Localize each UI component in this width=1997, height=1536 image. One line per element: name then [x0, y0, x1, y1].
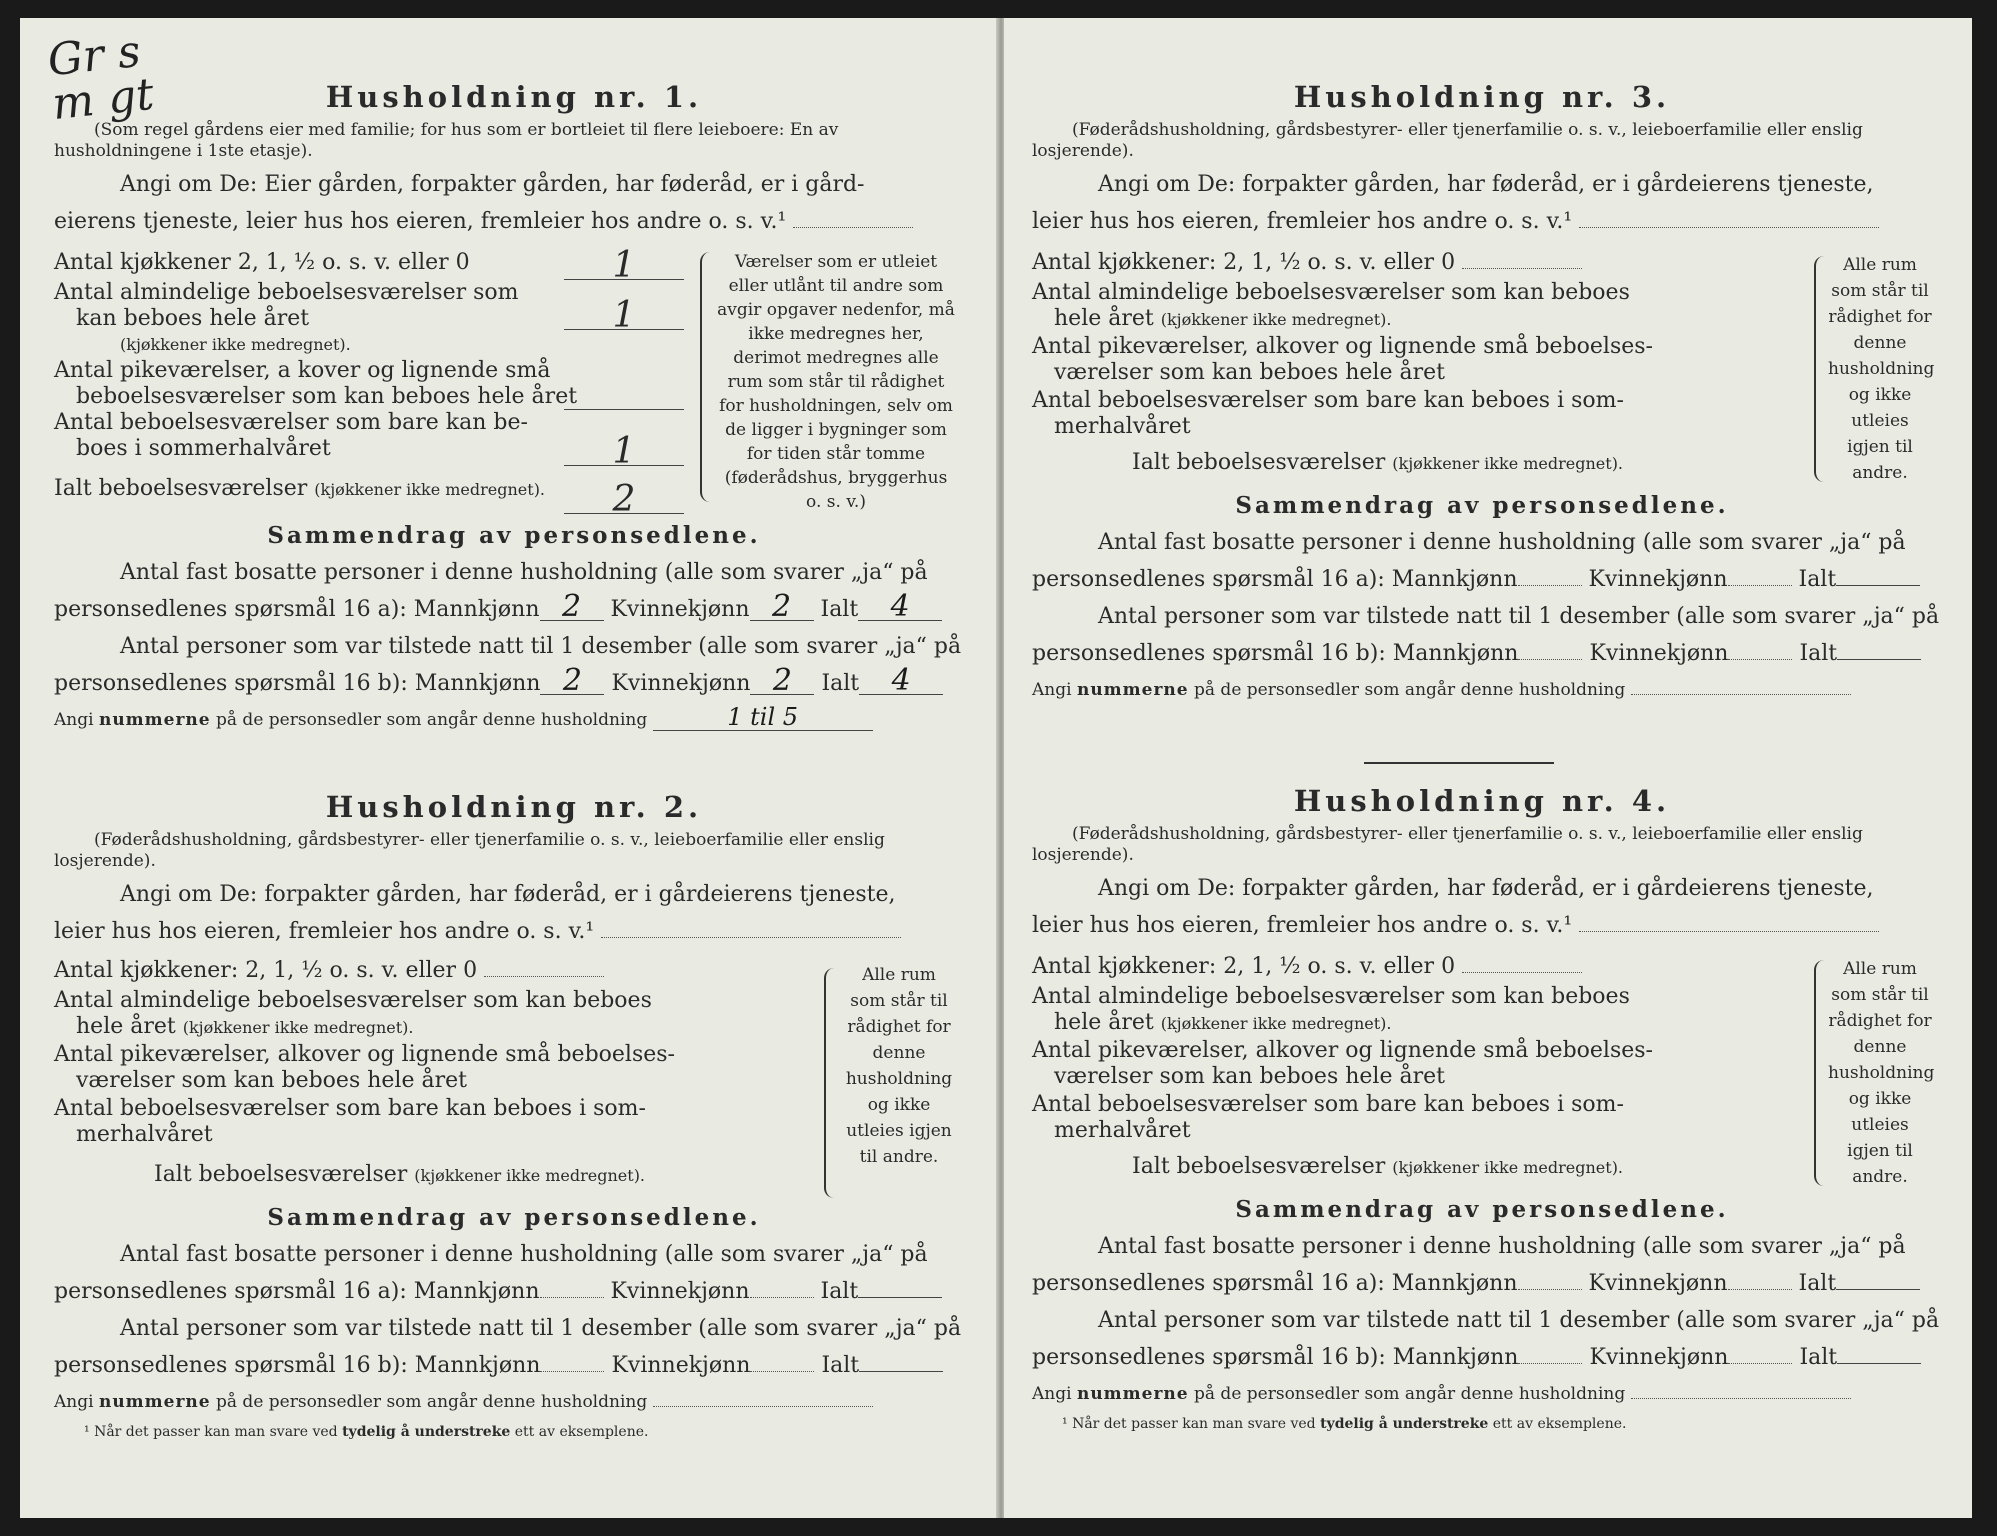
h4-nummer-line — [1032, 1376, 1932, 1413]
h3-fast-ialt-label: Ialt — [1798, 567, 1837, 592]
h1-til-kvinne-label: Kvinnekjønn — [611, 671, 751, 696]
h3-kjokken-label: Antal kjøkkener: 2, 1, ½ o. s. v. eller 0 — [1032, 250, 1456, 275]
h2-tilstede-line-1: Antal personer som var tilstede natt til 1 desember (alle som svarer „ja“ på — [120, 1316, 962, 1341]
h2-fast-ialt-label: Ialt — [820, 1279, 859, 1304]
left-footnote-pre: ¹ Når det passer kan man svare ved — [84, 1424, 343, 1440]
h2-nummer-fill[interactable] — [653, 1406, 873, 1407]
h1-fast-kvinne-label: Kvinnekjønn — [610, 597, 750, 622]
h1-til-kvinne-value[interactable]: 2 — [750, 668, 814, 695]
h1-side-brace — [700, 252, 712, 502]
h1-nummer-pre: Angi — [54, 710, 99, 730]
h4-ialt-small: (kjøkkener ikke medregnet). — [1392, 1158, 1624, 1177]
h4-til-mann-label: Mannkjønn — [1392, 1345, 1519, 1370]
h3-pike-label-1: Antal pikeværelser, alkover og lignende små beboelses- — [1032, 334, 1653, 359]
household-2-rooms — [54, 958, 974, 1198]
h2-sommer-row — [54, 1096, 974, 1150]
household-3-angi-text-2: leier hus hos eieren, fremleier hos andre o. s. v.¹ — [1032, 209, 1573, 234]
h4-fast-mann-fill[interactable] — [1518, 1289, 1582, 1290]
h4-til-mann-fill[interactable] — [1518, 1363, 1582, 1364]
h2-alm-row — [54, 988, 974, 1042]
h2-til-kvinne-label: Kvinnekjønn — [611, 1353, 751, 1378]
h4-fast-mann-label: Mannkjønn — [1391, 1271, 1518, 1296]
h4-alm-label-2: hele året — [1054, 1010, 1154, 1035]
h2-fast-line-1: Antal fast bosatte personer i denne husholdning (alle som svarer „ja“ på — [120, 1242, 928, 1267]
h1-til-ialt-value[interactable]: 4 — [859, 668, 943, 695]
left-footnote-post: ett av eksemplene. — [510, 1424, 649, 1440]
household-1-section — [54, 80, 974, 739]
right-footnote-pre: ¹ Når det passer kan man svare ved — [1062, 1416, 1321, 1432]
h2-sommer-label-2: merhalvåret — [76, 1122, 213, 1147]
h3-fast-mann-label: Mannkjønn — [1391, 567, 1518, 592]
h2-sommer-label-1: Antal beboelsesværelser som bare kan beboes i som- — [54, 1096, 646, 1121]
household-1-angi-fill[interactable] — [793, 227, 913, 228]
h1-fast-ialt-label: Ialt — [820, 597, 859, 622]
h3-alm-label-1: Antal almindelige beboelsesværelser som kan beboes — [1032, 280, 1630, 305]
h3-til-mann-fill[interactable] — [1518, 659, 1582, 660]
h2-kjokken-row — [54, 958, 974, 988]
household-4-rooms — [1032, 954, 1935, 1188]
h2-fast-text-2: personsedlenes spørsmål 16 a): — [54, 1279, 407, 1304]
h2-alm-label-2: hele året — [76, 1014, 176, 1039]
h4-fast-ialt-fill[interactable] — [1836, 1289, 1920, 1290]
household-1-title: Husholdning nr. 1. — [325, 80, 703, 114]
right-footnote-post: ett av eksemplene. — [1488, 1416, 1627, 1432]
h1-kjokken-value[interactable]: 1 — [564, 253, 684, 280]
h2-til-ialt-fill[interactable] — [859, 1371, 943, 1372]
h4-pike-row — [1032, 1038, 1932, 1092]
household-3-title: Husholdning nr. 3. — [1293, 80, 1671, 114]
left-footnote — [54, 1423, 974, 1441]
h2-side-note: Alle rum som står til rådighet for denne husholdning og ikke utleies igjen til andre. — [845, 965, 953, 1167]
right-footnote-bold: tydelig å understreke — [1320, 1416, 1489, 1432]
h4-summary-title: Sammendrag av personsedlene. — [1235, 1196, 1729, 1223]
h1-fast-line-2 — [54, 591, 974, 628]
h3-pike-row — [1032, 334, 1932, 388]
left-footnote-bold: tydelig å understreke — [342, 1424, 511, 1440]
h3-ialt-row — [1032, 442, 1932, 488]
h4-side-brace — [1814, 960, 1826, 1186]
h3-fast-mann-fill[interactable] — [1518, 585, 1582, 586]
household-1-angi-line-1: Angi om De: Eier gården, forpakter gården, har føderåd, er i gård- — [120, 172, 865, 197]
h1-sommer-value[interactable]: 1 — [564, 439, 684, 466]
h2-ialt-label: Ialt beboelsesværelser — [154, 1162, 408, 1187]
margin-handwritten-note: Gr s m gt — [45, 25, 157, 131]
h3-alm-small: (kjøkkener ikke medregnet). — [1160, 310, 1392, 329]
h3-pike-label-2: værelser som kan beboes hele året — [1054, 360, 1445, 385]
h3-sommer-row — [1032, 388, 1932, 442]
h1-til-mann-value[interactable]: 2 — [540, 668, 604, 695]
h4-alm-label-1: Antal almindelige beboelsesværelser som kan beboes — [1032, 984, 1630, 1009]
h1-nummer-post: på de personsedler som angår denne husholdning — [210, 710, 648, 730]
h1-fast-ialt-value[interactable]: 4 — [858, 594, 942, 621]
h4-sommer-label-2: merhalvåret — [1054, 1118, 1191, 1143]
h3-fast-kvinne-label: Kvinnekjønn — [1588, 567, 1728, 592]
h3-alm-row — [1032, 280, 1932, 334]
h1-side-note: Værelser som er utleiet eller utlånt til andre som avgir opgaver nedenfor, må ikke medregnes her, derimot medregnes alle rum som står til rådighet for husholdningen, selv om de ligger i bygninger som for tiden står tomme (føderådshus, bryggerhus o. s. v.) — [717, 252, 955, 512]
h1-fast-kvinne-value[interactable]: 2 — [750, 594, 814, 621]
h4-nummer-bold: nummerne — [1076, 1384, 1189, 1404]
h2-kjokken-label: Antal kjøkkener: 2, 1, ½ o. s. v. eller 0 — [54, 958, 478, 983]
h2-ialt-small: (kjøkkener ikke medregnet). — [414, 1166, 646, 1185]
h3-fast-line-2 — [1032, 561, 1932, 598]
h4-til-kvinne-fill[interactable] — [1728, 1363, 1792, 1364]
household-4-section — [1032, 784, 1940, 1433]
h1-ialt-value[interactable]: 2 — [564, 487, 684, 514]
household-3-subtitle: (Føderådshusholdning, gårdsbestyrer- eller tjenerfamilie o. s. v., leieboerfamilie eller enslig losjerende). — [1032, 120, 1863, 161]
h2-pike-row — [54, 1042, 974, 1096]
h3-nummer-pre: Angi — [1032, 680, 1077, 700]
h4-alm-small: (kjøkkener ikke medregnet). — [1160, 1014, 1392, 1033]
h2-tilstede-line-2 — [54, 1347, 974, 1384]
h3-kjokken-row — [1032, 250, 1932, 280]
h4-til-ialt-fill[interactable] — [1837, 1363, 1921, 1364]
h4-sommer-label-1: Antal beboelsesværelser som bare kan beboes i som- — [1032, 1092, 1624, 1117]
h3-nummer-line — [1032, 672, 1932, 709]
right-footnote — [1032, 1415, 1932, 1433]
h1-kjokken-label: Antal kjøkkener 2, 1, ½ o. s. v. eller 0 — [54, 250, 470, 275]
h4-kjokken-label: Antal kjøkkener: 2, 1, ½ o. s. v. eller 0 — [1032, 954, 1456, 979]
h4-fast-ialt-label: Ialt — [1798, 1271, 1837, 1296]
h4-sommer-row — [1032, 1092, 1932, 1146]
h1-alm-label-3: (kjøkkener ikke medregnet). — [120, 335, 351, 354]
h3-ialt-label: Ialt beboelsesværelser — [1132, 450, 1386, 475]
h2-alm-label-1: Antal almindelige beboelsesværelser som kan beboes — [54, 988, 652, 1013]
h2-til-mann-fill[interactable] — [540, 1371, 604, 1372]
household-1-angi-text-2: eierens tjeneste, leier hus hos eieren, fremleier hos andre o. s. v.¹ — [54, 209, 787, 234]
h4-ialt-label: Ialt beboelsesværelser — [1132, 1154, 1386, 1179]
h3-fast-line-1: Antal fast bosatte personer i denne husholdning (alle som svarer „ja“ på — [1098, 530, 1906, 555]
h1-fast-line-1: Antal fast bosatte personer i denne husholdning (alle som svarer „ja“ på — [120, 560, 928, 585]
household-4-subtitle: (Føderådshusholdning, gårdsbestyrer- eller tjenerfamilie o. s. v., leieboerfamilie eller enslig losjerende). — [1032, 824, 1863, 865]
h2-fast-kvinne-label: Kvinnekjønn — [610, 1279, 750, 1304]
h2-til-ialt-label: Ialt — [821, 1353, 860, 1378]
h4-fast-kvinne-label: Kvinnekjønn — [1588, 1271, 1728, 1296]
h3-tilstede-line-1: Antal personer som var tilstede natt til 1 desember (alle som svarer „ja“ på — [1098, 604, 1940, 629]
h2-summary-title: Sammendrag av personsedlene. — [267, 1204, 761, 1231]
h2-fast-kvinne-fill[interactable] — [750, 1297, 814, 1298]
h2-pike-label-1: Antal pikeværelser, alkover og lignende små beboelses- — [54, 1042, 675, 1067]
h3-summary-title: Sammendrag av personsedlene. — [1235, 492, 1729, 519]
household-3-section — [1032, 80, 1940, 709]
h2-fast-mann-fill[interactable] — [540, 1297, 604, 1298]
h1-sommer-label-1: Antal beboelsesværelser som bare kan be- — [54, 410, 528, 435]
h4-fast-line-1: Antal fast bosatte personer i denne husholdning (alle som svarer „ja“ på — [1098, 1234, 1906, 1259]
household-4-title: Husholdning nr. 4. — [1293, 784, 1671, 818]
h1-til-ialt-label: Ialt — [821, 671, 860, 696]
h4-kjokken-fill[interactable] — [1462, 972, 1582, 973]
h2-pike-label-2: værelser som kan beboes hele året — [76, 1068, 467, 1093]
h3-til-ialt-label: Ialt — [1799, 641, 1838, 666]
h3-ialt-small: (kjøkkener ikke medregnet). — [1392, 454, 1624, 473]
h2-nummer-pre: Angi — [54, 1392, 99, 1412]
household-2-angi-fill[interactable] — [601, 937, 901, 938]
household-3-angi-fill[interactable] — [1579, 227, 1879, 228]
h3-side-note: Alle rum som står til rådighet for denne husholdning og ikke utleies igjen til andre. — [1828, 255, 1935, 483]
household-2-angi-line-2 — [54, 913, 974, 950]
h2-til-kvinne-fill[interactable] — [750, 1371, 814, 1372]
household-4-angi-line-1: Angi om De: forpakter gården, har føderåd, er i gårdeierens tjeneste, — [1098, 876, 1874, 901]
h3-fast-ialt-fill[interactable] — [1836, 585, 1920, 586]
household-2-title: Husholdning nr. 2. — [325, 790, 703, 824]
h2-fast-ialt-fill[interactable] — [858, 1297, 942, 1298]
h4-fast-line-2 — [1032, 1265, 1932, 1302]
h1-tilstede-line-1: Antal personer som var tilstede natt til 1 desember (alle som svarer „ja“ på — [120, 634, 962, 659]
h1-alm-label-2: kan beboes hele året — [76, 306, 310, 331]
h4-kjokken-row — [1032, 954, 1932, 984]
h3-til-kvinne-fill[interactable] — [1728, 659, 1792, 660]
h1-nummer-bold: nummerne — [98, 710, 211, 730]
h3-til-mann-label: Mannkjønn — [1392, 641, 1519, 666]
household-2-subtitle: (Føderådshusholdning, gårdsbestyrer- eller tjenerfamilie o. s. v., leieboerfamilie eller enslig losjerende). — [54, 830, 885, 871]
h1-sommer-label-2: boes i sommerhalvåret — [76, 436, 331, 461]
h2-nummer-line — [54, 1384, 974, 1421]
h3-nummer-fill[interactable] — [1631, 694, 1851, 695]
household-3-angi-line-1: Angi om De: forpakter gården, har føderåd, er i gårdeierens tjeneste, — [1098, 172, 1874, 197]
h2-fast-mann-label: Mannkjønn — [413, 1279, 540, 1304]
h3-sommer-label-1: Antal beboelsesværelser som bare kan beboes i som- — [1032, 388, 1624, 413]
h2-kjokken-fill[interactable] — [484, 976, 604, 977]
h4-nummer-fill[interactable] — [1631, 1398, 1851, 1399]
h4-til-kvinne-label: Kvinnekjønn — [1589, 1345, 1729, 1370]
h2-ialt-row — [54, 1150, 974, 1200]
h4-tilstede-line-2 — [1032, 1339, 1932, 1376]
h1-fast-mann-label: Mannkjønn — [413, 597, 540, 622]
h4-nummer-post: på de personsedler som angår denne husholdning — [1188, 1384, 1626, 1404]
h2-nummer-bold: nummerne — [98, 1392, 211, 1412]
h1-pike-label-2: beboelsesværelser som kan beboes hele året — [76, 384, 578, 409]
household-2-section — [54, 790, 974, 1441]
h1-tilstede-line-2 — [54, 665, 974, 702]
h1-alm-value[interactable]: 1 — [564, 303, 684, 330]
household-1-angi-line-2 — [54, 203, 974, 240]
h2-side-brace — [824, 968, 836, 1198]
household-1-subtitle: (Som regel gårdens eier med familie; for hus som er bortleiet til flere leieboere: En av husholdningene i 1ste etasje). — [54, 120, 839, 161]
h2-nummer-post: på de personsedler som angår denne husholdning — [210, 1392, 648, 1412]
household-2-angi-text-2: leier hus hos eieren, fremleier hos andre o. s. v.¹ — [54, 919, 595, 944]
h1-fast-mann-value[interactable]: 2 — [540, 594, 604, 621]
right-section-separator — [1364, 762, 1554, 764]
h1-til-mann-label: Mannkjønn — [414, 671, 541, 696]
h1-summary-title: Sammendrag av personsedlene. — [267, 522, 761, 549]
h3-tilstede-line-2 — [1032, 635, 1932, 672]
h3-nummer-bold: nummerne — [1076, 680, 1189, 700]
h3-tilstede-text-2: personsedlenes spørsmål 16 b): — [1032, 641, 1386, 666]
h4-pike-label-1: Antal pikeværelser, alkover og lignende små beboelses- — [1032, 1038, 1653, 1063]
household-4-angi-fill[interactable] — [1579, 931, 1879, 932]
h4-tilstede-text-2: personsedlenes spørsmål 16 b): — [1032, 1345, 1386, 1370]
h1-alm-label-1: Antal almindelige beboelsesværelser som — [54, 280, 519, 305]
h2-fast-line-2 — [54, 1273, 974, 1310]
h3-til-kvinne-label: Kvinnekjønn — [1589, 641, 1729, 666]
household-2-angi-line-1: Angi om De: forpakter gården, har føderåd, er i gårdeierens tjeneste, — [120, 882, 896, 907]
h1-fast-text-2: personsedlenes spørsmål 16 a): — [54, 597, 407, 622]
h2-alm-small: (kjøkkener ikke medregnet). — [182, 1018, 414, 1037]
h4-fast-kvinne-fill[interactable] — [1728, 1289, 1792, 1290]
h2-til-mann-label: Mannkjønn — [414, 1353, 541, 1378]
household-3-rooms — [1032, 250, 1935, 484]
h4-nummer-pre: Angi — [1032, 1384, 1077, 1404]
h4-side-note: Alle rum som står til rådighet for denne husholdning og ikke utleies igjen til andre. — [1828, 959, 1935, 1187]
right-page — [1004, 18, 1972, 1518]
h4-ialt-row — [1032, 1146, 1932, 1192]
h3-alm-label-2: hele året — [1054, 306, 1154, 331]
h3-fast-kvinne-fill[interactable] — [1728, 585, 1792, 586]
h1-nummer-line — [54, 702, 974, 739]
h4-tilstede-line-1: Antal personer som var tilstede natt til 1 desember (alle som svarer „ja“ på — [1098, 1308, 1940, 1333]
left-page — [20, 18, 1002, 1518]
h4-pike-label-2: værelser som kan beboes hele året — [1054, 1064, 1445, 1089]
h3-fast-text-2: personsedlenes spørsmål 16 a): — [1032, 567, 1385, 592]
h1-tilstede-text-2: personsedlenes spørsmål 16 b): — [54, 671, 408, 696]
h3-sommer-label-2: merhalvåret — [1054, 414, 1191, 439]
h2-tilstede-text-2: personsedlenes spørsmål 16 b): — [54, 1353, 408, 1378]
h3-nummer-post: på de personsedler som angår denne husholdning — [1188, 680, 1626, 700]
household-3-angi-line-2 — [1032, 203, 1932, 240]
h3-side-brace — [1814, 256, 1826, 482]
h4-alm-row — [1032, 984, 1932, 1038]
h1-pike-label-1: Antal pikeværelser, a kover og lignende små — [54, 358, 551, 383]
h4-til-ialt-label: Ialt — [1799, 1345, 1838, 1370]
h1-ialt-small: (kjøkkener ikke medregnet). — [314, 480, 546, 499]
household-1-rooms — [54, 245, 974, 520]
h4-fast-text-2: personsedlenes spørsmål 16 a): — [1032, 1271, 1385, 1296]
h1-ialt-label: Ialt beboelsesværelser — [54, 476, 308, 501]
h3-til-ialt-fill[interactable] — [1837, 659, 1921, 660]
h3-kjokken-fill[interactable] — [1462, 268, 1582, 269]
household-4-angi-text-2: leier hus hos eieren, fremleier hos andre o. s. v.¹ — [1032, 913, 1573, 938]
h1-nummer-value[interactable]: 1 til 5 — [653, 704, 873, 731]
household-4-angi-line-2 — [1032, 907, 1932, 944]
